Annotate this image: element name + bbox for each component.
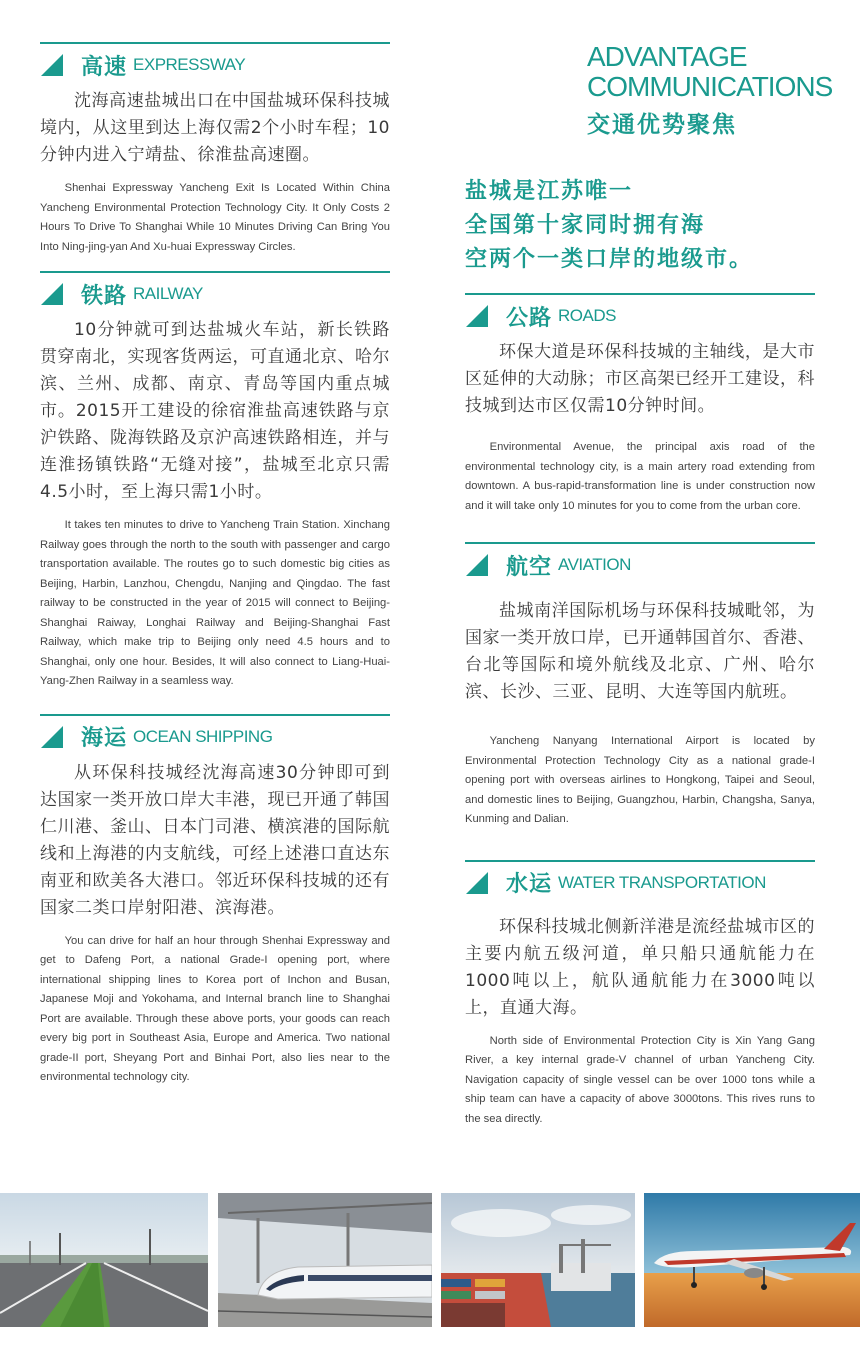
section-body-cn: 10分钟就可到达盐城火车站，新长铁路贯穿南北，实现客货两运，可直通北京、哈尔滨、兰州、成都、南京、青岛等国内重点城市。2015开工建设的徐宿淮盐高速铁路与京沪铁路、陇海铁路及京沪高速铁路相连，并与连淮扬镇铁路“无缝对接”，盐城至北京只需4.5小时，至上海只需1小时。 [40,320,390,502]
section-body-en: North side of Environmental Protection City is Xin Yang Gang River, a key internal grade-V channel of urban Yancheng City. Navigation capacity of single vessel can be over 1000 tons while a ship team can have a capacity of above 3000tons. This rives runs to the sea directly. [465,1034,815,1125]
section-body-cn: 环保大道是环保科技城的主轴线，是大市区延伸的大动脉；市区高架已经开工建设，科技城到达市区仅需10分钟时间。 [465,342,815,416]
page-title-cn: 交通优势聚焦 [587,112,737,138]
section-header [465,860,815,898]
highlight-line: 盐城是江苏唯一 [465,179,634,204]
section-railway [40,271,390,692]
section-title-en: RAILWAY [133,284,203,303]
triangle-bullet-icon [466,554,488,576]
highlight-statement [465,175,815,277]
triangle-bullet-icon [466,305,488,327]
section-header [465,293,815,331]
section-aviation [465,542,815,830]
triangle-bullet-icon [41,283,63,305]
section-body-en: It takes ten minutes to drive to Yancheng Train Station. Xinchang Railway goes through the north to the south with passenger and cargo transportation available. The routes go to such domestic big cities as Beijing, Harbin, Lanzhou, Chengdu, Nanjing and Qingdao. The fast railway to be constructed in the year of 2015 will connect to Beijing-Shanghai Raiway, Longhai Railway and Beijing-Shanghai Fast Railway, which make trip to Beijing only need 4.5 hours and to Shanghai, only one hour. Besides, It will also connect to Liang-Huai-Yang-Zhen Railway in a seamless way. [40,519,390,687]
section-ocean-shipping [40,714,390,1088]
highlight-line: 空两个一类口岸的地级市。 [465,247,754,272]
section-expressway [40,42,390,257]
section-body-en: Shenhai Expressway Yancheng Exit Is Located Within China Yancheng Environmental Protection Technology City. It Only Costs 2 Hours To Drive To Shanghai While 10 Minutes Driving Can Bring You Into Ning-jing-yan And Xu-huai Expressway Circles. [40,182,390,253]
section-title-en: AVIATION [558,555,631,574]
section-body-cn: 盐城南洋国际机场与环保科技城毗邻，为国家一类开放口岸，已开通韩国首尔、香港、台北等国际和境外航线及北京、广州、哈尔滨、长沙、三亚、昆明、大连等国内航班。 [465,601,815,702]
section-header [40,271,390,309]
section-body-cn: 从环保科技城经沈海高速30分钟即可到达国家一类开放口岸大丰港，现已开通了韩国仁川港、釜山、日本门司港、横滨港的国际航线和上海港的内支航线，可经上述港口直达东南亚和欧美各大港口。邻近环保科技城的还有国家二类口岸射阳港、滨海港。 [40,762,390,918]
section-body-en: Environmental Avenue, the principal axis road of the environmental technology city, is a main artery road extending from downtown. A bus-rapid-transformation line is under construction now and it will take only 10 minutes for you to come from the urban core. [465,441,815,512]
right-column [465,41,833,1129]
section-title-cn: 水运 [506,872,553,897]
section-title-en: OCEAN SHIPPING [133,726,273,746]
expressway-photo [0,1193,208,1327]
triangle-bullet-icon [41,54,63,76]
section-title-en: ROADS [558,306,616,325]
section-body-en: You can drive for half an hour through Shenhai Expressway and get to Dafeng Port, a national Grade-I opening port, where international shipping lines to Korea port of Inchon and Busan, Japanese Moji and Yokohama, and Internal branch line to Shanghai Port are available. Through these above ports, your goods can reach every big port in Southeast Asia, Europe and America. Two national grade-II port, Sheyang Port and Binhai Port, also lies near to the environmental technology city. [40,934,390,1083]
left-column [40,42,390,1088]
section-roads [465,293,815,516]
photo-strip [0,1193,860,1327]
section-body-cn: 环保科技城北侧新洋港是流经盐城市区的主要内航五级河道，单只船只通航能力在1000吨以上，航队通航能力在3000吨以上，直通大海。 [465,916,815,1018]
section-title-en: WATER TRANSPORTATION [558,872,766,892]
section-title-cn: 高速 [81,54,128,80]
section-title-cn: 公路 [506,305,553,331]
section-title-cn: 铁路 [81,283,128,309]
highlight-line: 全国第十家同时拥有海 [465,213,706,238]
section-water-transportation [465,860,815,1130]
page-title-en-line2: COMMUNICATIONS [587,71,833,102]
section-header [40,714,390,752]
section-body-cn: 沈海高速盐城出口在中国盐城环保科技城境内，从这里到达上海仅需2个小时车程；10分钟内进入宁靖盐、徐淮盐高速圈。 [40,91,390,165]
section-header [40,42,390,80]
section-title-en: EXPRESSWAY [133,55,246,74]
ocean-shipping-photo [441,1193,635,1327]
page-title-en-line1: ADVANTAGE [587,41,747,72]
section-title-cn: 海运 [81,726,128,751]
aviation-photo [644,1193,860,1327]
section-body-en: Yancheng Nanyang International Airport is located by Environmental Protection Technology City as a national grade-I opening port with overseas airlines to Hongkong, Taipei and Seoul, and domestic lines to Beijing, Guangzhou, Harbin, Changsha, Sanya, Kunming and Dalian. [465,735,815,825]
railway-photo [218,1193,432,1327]
triangle-bullet-icon [41,726,63,748]
page-title [587,41,833,139]
triangle-bullet-icon [466,872,488,894]
section-title-cn: 航空 [506,554,553,580]
section-header [465,542,815,580]
